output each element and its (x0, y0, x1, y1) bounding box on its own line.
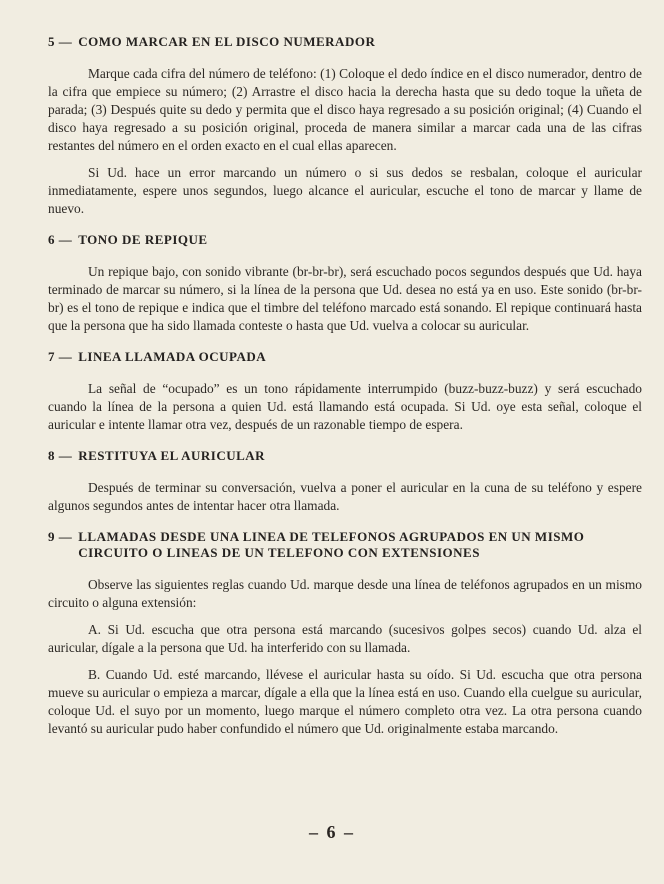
section-title: TONO DE REPIQUE (78, 232, 208, 247)
paragraph: Un repique bajo, con sonido vibrante (br-br-br), será escuchado pocos segundos después que Ud. haya terminado de marcar su número, si la línea de la persona que Ud. desea no está ya en uso. Este sonido (br-br-br) es el tono de repique e indica que el timbre del teléfono marcado está sonando. El repique continuará hasta que la persona que ha sido llamada conteste o hasta que Ud. vuelva a colocar su auricular. (48, 264, 642, 333)
section-heading (48, 349, 642, 365)
section-5 (48, 34, 642, 218)
section-heading (48, 34, 642, 50)
section-number: 7 — (48, 349, 73, 364)
section-title: COMO MARCAR EN EL DISCO NUMERADOR (78, 34, 376, 49)
section-title: LLAMADAS DESDE UNA LINEA DE TELEFONOS AGRUPADOS EN UN MISMO CIRCUITO O LINEAS DE UN TELEFONO CON EXTENSIONES (78, 529, 585, 560)
section-heading (48, 232, 642, 248)
section-9 (48, 529, 642, 738)
section-number: 8 — (48, 448, 73, 463)
section-6 (48, 232, 642, 335)
section-title: RESTITUYA EL AURICULAR (78, 448, 266, 463)
page-number: – 6 – (309, 822, 355, 842)
section-title: LINEA LLAMADA OCUPADA (78, 349, 267, 364)
paragraph: La señal de “ocupado” es un tono rápidamente interrumpido (buzz-buzz-buzz) y será escuchado cuando la línea de la persona a quien Ud. está llamando está ocupada. Si Ud. oye esta señal, coloque el auricular e intente llamar otra vez, después de un razonable tiempo de espera. (48, 381, 642, 432)
paragraph: Después de terminar su conversación, vuelva a poner el auricular en la cuna de su teléfono y espere algunos segundos antes de intentar hacer otra llamada. (48, 480, 642, 513)
paragraph: A. Si Ud. escucha que otra persona está marcando (sucesivos golpes secos) cuando Ud. alza el auricular, dígale a la persona que Ud. ha interferido con su llamada. (48, 622, 642, 655)
section-heading (48, 448, 642, 464)
section-number: 9 — (48, 529, 73, 544)
paragraph: Si Ud. hace un error marcando un número o si sus dedos se resbalan, coloque el auricular inmediatamente, espere unos segundos, luego alcance el auricular, escuche el tono de marcar y llame de nuevo. (48, 165, 642, 216)
section-heading (48, 529, 642, 561)
paragraph: B. Cuando Ud. esté marcando, llévese el auricular hasta su oído. Si Ud. escucha que otra persona mueve su auricular o empieza a marcar, dígale a ella que la línea está en uso. Cuando ella cuelgue su auricular, coloque Ud. el suyo por un momento, luego marque el número completo otra vez. La otra persona cuando levantó su auricular pudo haber confundido el número que Ud. originalmente estaba marcando. (48, 667, 642, 736)
section-number: 6 — (48, 232, 73, 247)
paragraph: Observe las siguientes reglas cuando Ud. marque desde una línea de teléfonos agrupados en un mismo circuito o alguna extensión: (48, 577, 642, 610)
section-number: 5 — (48, 34, 73, 49)
paragraph: Marque cada cifra del número de teléfono: (1) Coloque el dedo índice en el disco numerador, dentro de la cifra que empiece su número; (2) Arrastre el disco hacia la derecha hasta que su dedo toque la uñeta de parada; (3) Después quite su dedo y permita que el disco haya regresado a su posición original; (4) Cuando el disco haya regresado a su posición original, proceda de manera similar a marcar cada una de las cifras restantes del número en el orden exacto en el cual ellas aparecen. (48, 66, 642, 153)
section-8 (48, 448, 642, 515)
section-7 (48, 349, 642, 434)
